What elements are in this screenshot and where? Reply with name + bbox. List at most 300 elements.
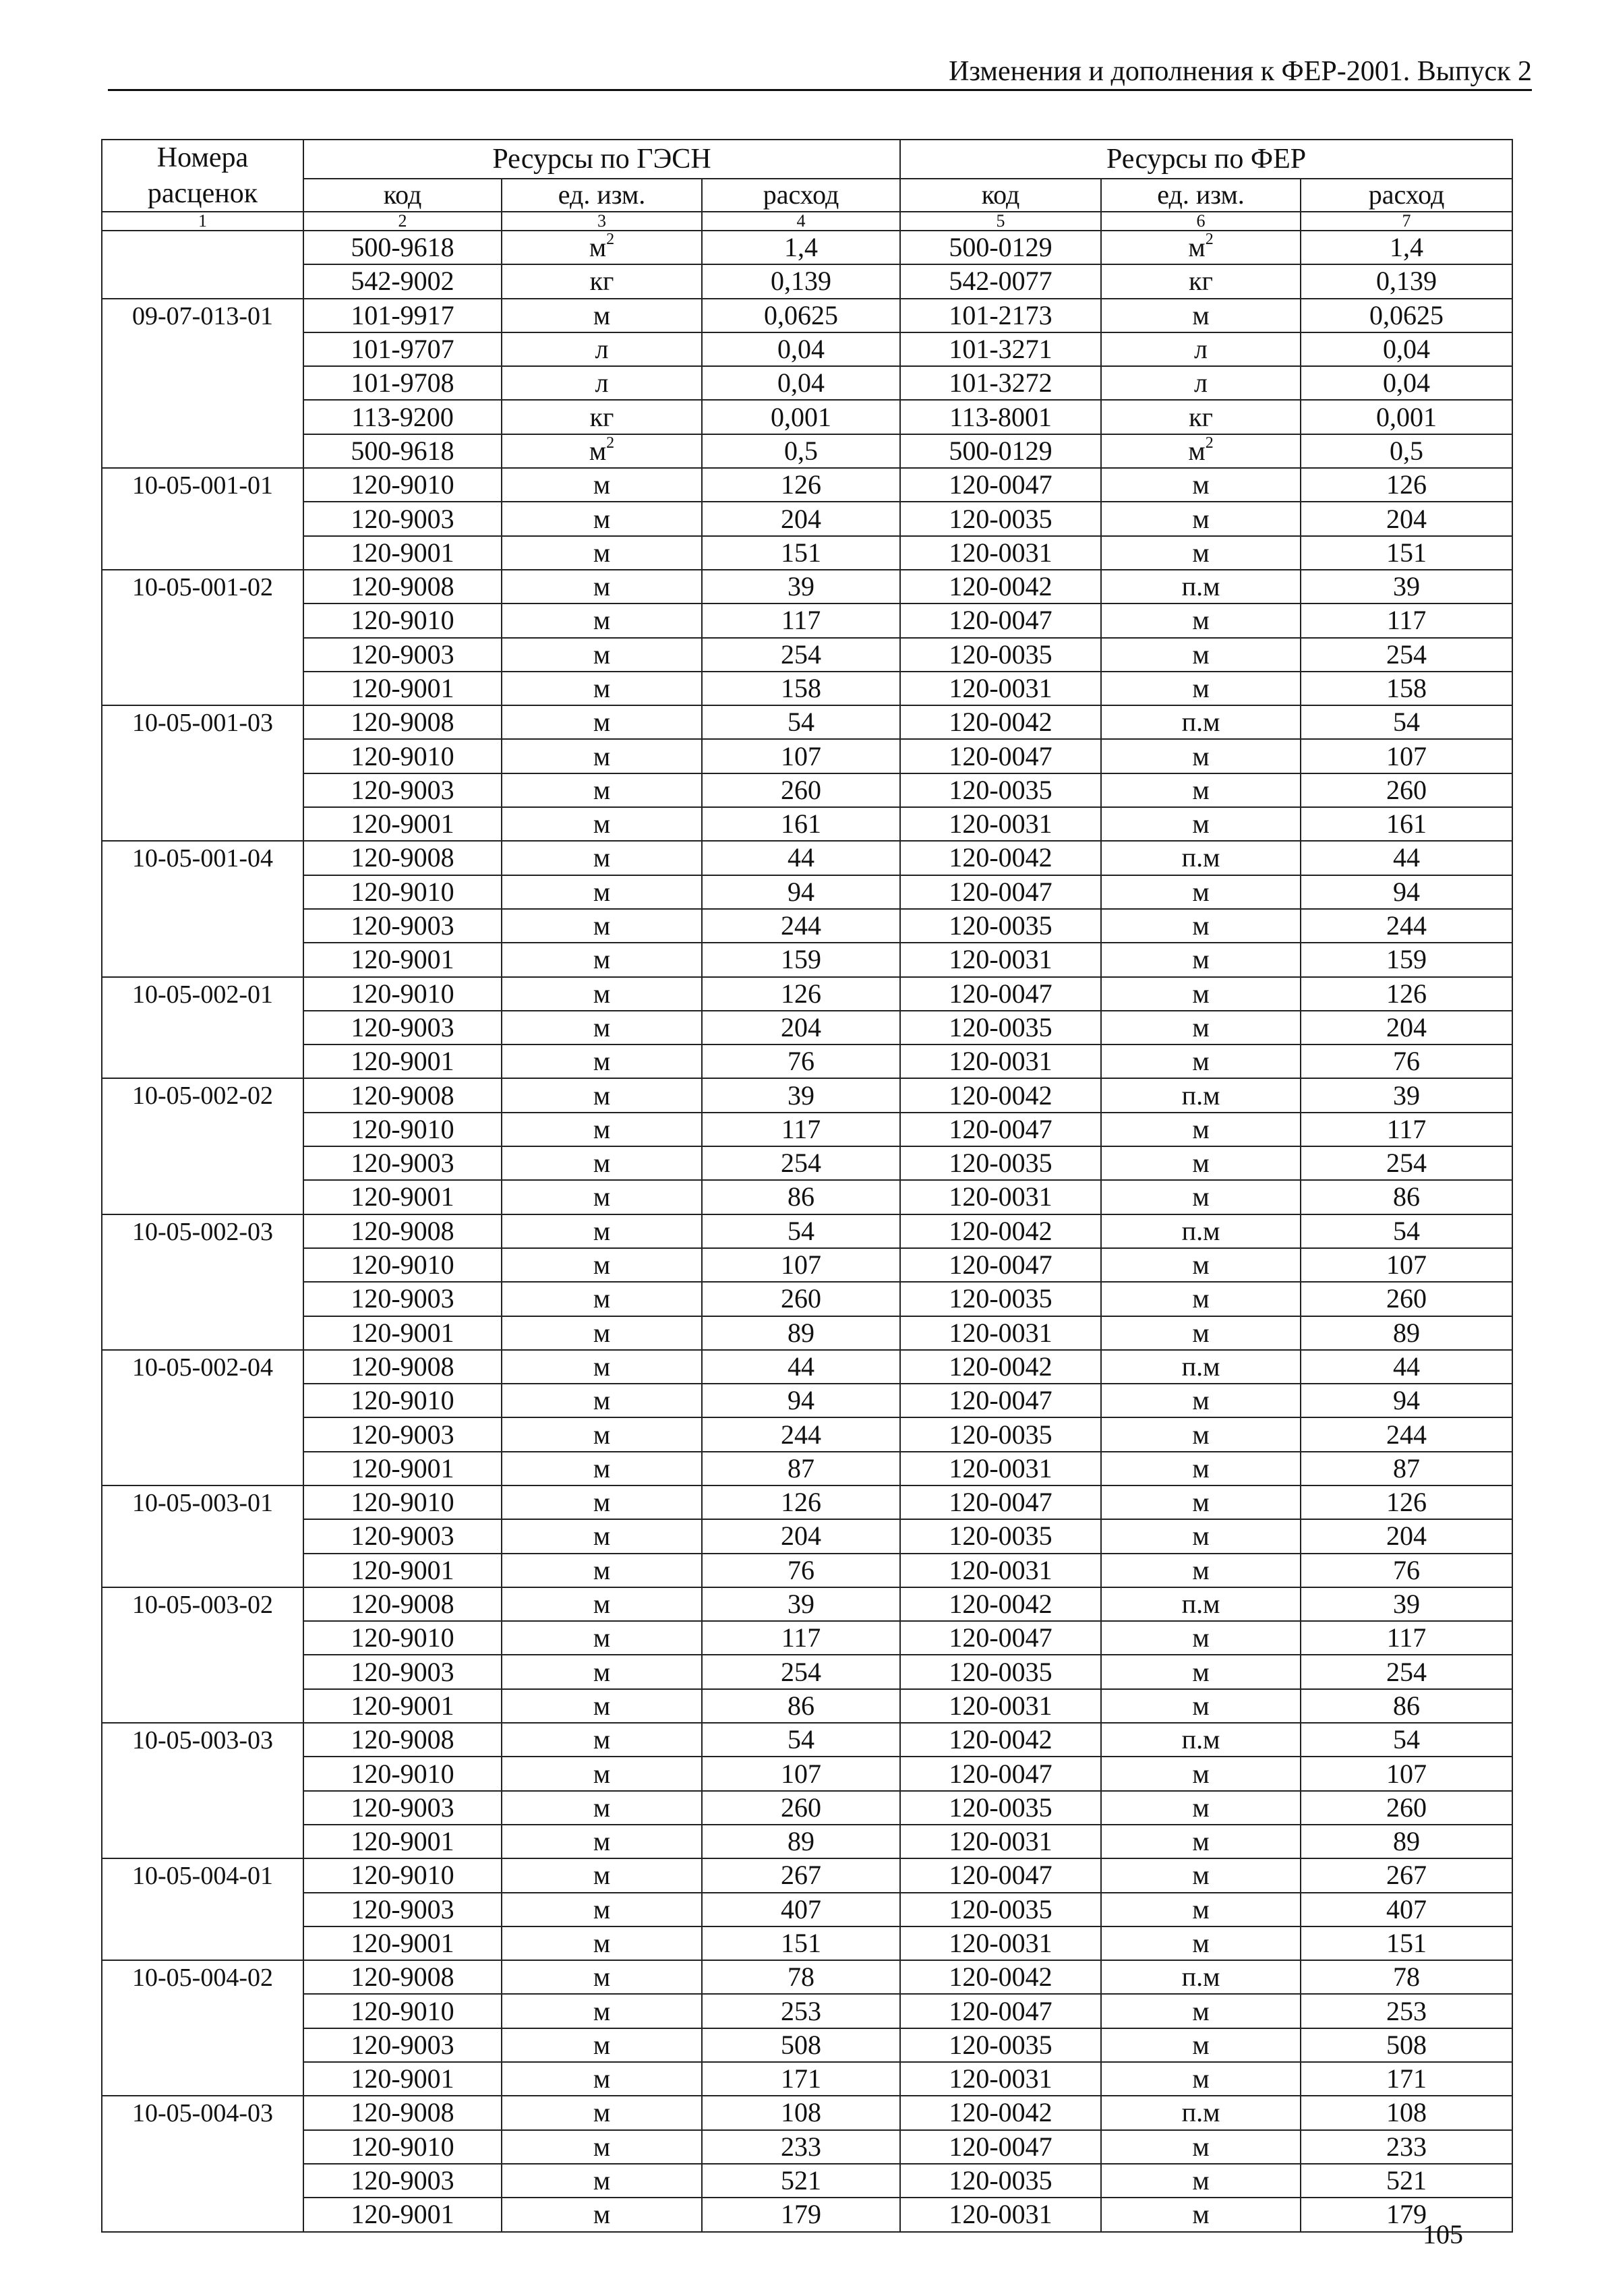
table-row bbox=[102, 1587, 1512, 1621]
gesn-consumption-cell: 89 bbox=[702, 1825, 900, 1858]
rate-code-cell: 10-05-004-03 bbox=[102, 2096, 303, 2231]
fer-consumption-cell: 204 bbox=[1301, 502, 1512, 535]
fer-unit-cell: м bbox=[1101, 739, 1301, 773]
header-gesn-code: код bbox=[303, 179, 502, 212]
gesn-unit-cell: м bbox=[502, 807, 702, 841]
table-row bbox=[102, 2028, 1512, 2062]
rate-code-cell: 10-05-002-01 bbox=[102, 977, 303, 1079]
gesn-unit-cell: м bbox=[502, 1621, 702, 1655]
header-fer-resources: Ресурсы по ФЕР bbox=[900, 140, 1512, 179]
table-row bbox=[102, 1926, 1512, 1960]
fer-unit-cell: м bbox=[1101, 1689, 1301, 1723]
rate-code-cell: 10-05-004-01 bbox=[102, 1858, 303, 1960]
table-row bbox=[102, 705, 1512, 739]
gesn-code-cell: 120-9003 bbox=[303, 638, 502, 672]
table-row bbox=[102, 2130, 1512, 2164]
gesn-consumption-cell: 521 bbox=[702, 2164, 900, 2198]
table-row bbox=[102, 536, 1512, 570]
gesn-unit-cell: м bbox=[502, 1825, 702, 1858]
gesn-code-cell: 500-9618 bbox=[303, 434, 502, 468]
gesn-consumption-cell: 0,5 bbox=[702, 434, 900, 468]
gesn-code-cell: 120-9010 bbox=[303, 1113, 502, 1146]
gesn-code-cell: 120-9010 bbox=[303, 1485, 502, 1519]
fer-code-cell: 120-0035 bbox=[900, 638, 1101, 672]
fer-unit-cell: м bbox=[1101, 536, 1301, 570]
gesn-consumption-cell: 204 bbox=[702, 1011, 900, 1044]
gesn-unit-cell: м bbox=[502, 1587, 702, 1621]
gesn-consumption-cell: 1,4 bbox=[702, 231, 900, 264]
gesn-consumption-cell: 78 bbox=[702, 1960, 900, 1994]
gesn-code-cell: 120-9001 bbox=[303, 1554, 502, 1587]
gesn-unit-cell: м bbox=[502, 1214, 702, 1248]
gesn-consumption-cell: 126 bbox=[702, 468, 900, 502]
fer-consumption-cell: 254 bbox=[1301, 1655, 1512, 1688]
header-fer-code: код bbox=[900, 179, 1101, 212]
fer-code-cell: 120-0047 bbox=[900, 1113, 1101, 1146]
gesn-unit-cell: м bbox=[502, 570, 702, 604]
gesn-code-cell: 120-9010 bbox=[303, 1384, 502, 1417]
fer-code-cell: 120-0035 bbox=[900, 1655, 1101, 1688]
fer-unit-cell: п.м bbox=[1101, 1078, 1301, 1112]
fer-unit-cell: $м^2$ bbox=[1101, 434, 1301, 468]
gesn-code-cell: 120-9001 bbox=[303, 1926, 502, 1960]
resources-table bbox=[101, 139, 1513, 2233]
fer-code-cell: 120-0035 bbox=[900, 502, 1101, 535]
fer-unit-cell: м bbox=[1101, 604, 1301, 637]
gesn-unit-cell: $м^2$ bbox=[502, 434, 702, 468]
column-number: 7 bbox=[1301, 212, 1512, 231]
fer-code-cell: 101-2173 bbox=[900, 299, 1101, 332]
column-number: 1 bbox=[102, 212, 303, 231]
fer-unit-cell: м bbox=[1101, 638, 1301, 672]
fer-code-cell: 120-0047 bbox=[900, 739, 1101, 773]
fer-consumption-cell: 39 bbox=[1301, 570, 1512, 604]
fer-consumption-cell: 44 bbox=[1301, 1350, 1512, 1384]
fer-unit-cell: м bbox=[1101, 1655, 1301, 1688]
gesn-code-cell: 101-9707 bbox=[303, 332, 502, 366]
fer-code-cell: 120-0047 bbox=[900, 1994, 1101, 2028]
gesn-consumption-cell: 39 bbox=[702, 1078, 900, 1112]
gesn-consumption-cell: 179 bbox=[702, 2198, 900, 2231]
page-number: 105 bbox=[1423, 2219, 1463, 2249]
gesn-code-cell: 120-9001 bbox=[303, 1825, 502, 1858]
gesn-consumption-cell: 107 bbox=[702, 739, 900, 773]
gesn-unit-cell: м bbox=[502, 672, 702, 705]
gesn-unit-cell: м bbox=[502, 909, 702, 943]
gesn-unit-cell: м bbox=[502, 1282, 702, 1316]
gesn-unit-cell: м bbox=[502, 1485, 702, 1519]
gesn-unit-cell: м bbox=[502, 299, 702, 332]
fer-consumption-cell: 171 bbox=[1301, 2062, 1512, 2096]
gesn-code-cell: 120-9010 bbox=[303, 739, 502, 773]
fer-code-cell: 120-0047 bbox=[900, 1757, 1101, 1790]
gesn-consumption-cell: 94 bbox=[702, 1384, 900, 1417]
gesn-code-cell: 120-9001 bbox=[303, 536, 502, 570]
table-row bbox=[102, 1621, 1512, 1655]
gesn-consumption-cell: 87 bbox=[702, 1452, 900, 1485]
fer-unit-cell: п.м bbox=[1101, 1960, 1301, 1994]
table-row bbox=[102, 773, 1512, 807]
fer-code-cell: 101-3272 bbox=[900, 366, 1101, 400]
gesn-consumption-cell: 126 bbox=[702, 1485, 900, 1519]
fer-unit-cell: м bbox=[1101, 1011, 1301, 1044]
gesn-consumption-cell: 107 bbox=[702, 1757, 900, 1790]
fer-code-cell: 120-0035 bbox=[900, 1893, 1101, 1926]
gesn-consumption-cell: 508 bbox=[702, 2028, 900, 2062]
fer-code-cell: 542-0077 bbox=[900, 264, 1101, 298]
gesn-consumption-cell: 0,04 bbox=[702, 332, 900, 366]
fer-consumption-cell: 117 bbox=[1301, 1113, 1512, 1146]
fer-consumption-cell: 0,04 bbox=[1301, 366, 1512, 400]
rate-code-cell: 10-05-001-03 bbox=[102, 705, 303, 841]
fer-consumption-cell: 151 bbox=[1301, 536, 1512, 570]
gesn-consumption-cell: 86 bbox=[702, 1180, 900, 1214]
fer-consumption-cell: 86 bbox=[1301, 1689, 1512, 1723]
fer-code-cell: 120-0035 bbox=[900, 1417, 1101, 1451]
gesn-consumption-cell: 54 bbox=[702, 705, 900, 739]
gesn-code-cell: 120-9008 bbox=[303, 1723, 502, 1757]
gesn-unit-cell: л bbox=[502, 366, 702, 400]
fer-code-cell: 120-0031 bbox=[900, 1689, 1101, 1723]
gesn-code-cell: 101-9708 bbox=[303, 366, 502, 400]
gesn-code-cell: 120-9010 bbox=[303, 977, 502, 1011]
gesn-code-cell: 500-9618 bbox=[303, 231, 502, 264]
gesn-code-cell: 120-9003 bbox=[303, 502, 502, 535]
gesn-code-cell: 120-9003 bbox=[303, 773, 502, 807]
fer-consumption-cell: 54 bbox=[1301, 1723, 1512, 1757]
fer-code-cell: 120-0035 bbox=[900, 2164, 1101, 2198]
fer-unit-cell: м bbox=[1101, 2062, 1301, 2096]
table-row bbox=[102, 1893, 1512, 1926]
fer-code-cell: 120-0031 bbox=[900, 1316, 1101, 1350]
table-row bbox=[102, 1044, 1512, 1078]
fer-consumption-cell: 158 bbox=[1301, 672, 1512, 705]
header-gesn-resources: Ресурсы по ГЭСН bbox=[303, 140, 900, 179]
column-number: 4 bbox=[702, 212, 900, 231]
header-fer-consumption: расход bbox=[1301, 179, 1512, 212]
fer-consumption-cell: 126 bbox=[1301, 977, 1512, 1011]
column-number: 3 bbox=[502, 212, 702, 231]
fer-unit-cell: м bbox=[1101, 875, 1301, 909]
gesn-unit-cell: м bbox=[502, 1858, 702, 1892]
fer-unit-cell: м bbox=[1101, 1248, 1301, 1282]
column-numbers-row bbox=[102, 212, 1512, 231]
gesn-consumption-cell: 267 bbox=[702, 1858, 900, 1892]
gesn-unit-cell: л bbox=[502, 332, 702, 366]
rate-code-cell: 09-07-013-01 bbox=[102, 299, 303, 468]
fer-code-cell: 120-0031 bbox=[900, 536, 1101, 570]
fer-consumption-cell: 267 bbox=[1301, 1858, 1512, 1892]
gesn-code-cell: 120-9001 bbox=[303, 1689, 502, 1723]
gesn-code-cell: 120-9008 bbox=[303, 2096, 502, 2129]
fer-unit-cell: м bbox=[1101, 1044, 1301, 1078]
table-row bbox=[102, 1791, 1512, 1825]
fer-consumption-cell: 87 bbox=[1301, 1452, 1512, 1485]
gesn-consumption-cell: 171 bbox=[702, 2062, 900, 2096]
fer-unit-cell: м bbox=[1101, 1452, 1301, 1485]
table-row bbox=[102, 264, 1512, 298]
gesn-unit-cell: м bbox=[502, 1350, 702, 1384]
fer-consumption-cell: 407 bbox=[1301, 1893, 1512, 1926]
gesn-consumption-cell: 0,0625 bbox=[702, 299, 900, 332]
fer-consumption-cell: 76 bbox=[1301, 1044, 1512, 1078]
fer-consumption-cell: 151 bbox=[1301, 1926, 1512, 1960]
gesn-code-cell: 120-9010 bbox=[303, 1858, 502, 1892]
fer-unit-cell: м bbox=[1101, 1180, 1301, 1214]
fer-consumption-cell: 179 bbox=[1301, 2198, 1512, 2231]
fer-unit-cell: м bbox=[1101, 909, 1301, 943]
gesn-consumption-cell: 254 bbox=[702, 1655, 900, 1688]
fer-unit-cell: м bbox=[1101, 1554, 1301, 1587]
gesn-code-cell: 120-9003 bbox=[303, 2028, 502, 2062]
gesn-consumption-cell: 151 bbox=[702, 536, 900, 570]
gesn-consumption-cell: 159 bbox=[702, 943, 900, 976]
gesn-unit-cell: м bbox=[502, 2028, 702, 2062]
fer-unit-cell: м bbox=[1101, 1316, 1301, 1350]
table-row bbox=[102, 231, 1512, 264]
gesn-code-cell: 120-9010 bbox=[303, 468, 502, 502]
fer-consumption-cell: 254 bbox=[1301, 1146, 1512, 1180]
fer-code-cell: 120-0042 bbox=[900, 2096, 1101, 2129]
table-row bbox=[102, 332, 1512, 366]
gesn-unit-cell: м bbox=[502, 739, 702, 773]
table-row bbox=[102, 2198, 1512, 2231]
gesn-unit-cell: м bbox=[502, 773, 702, 807]
gesn-consumption-cell: 254 bbox=[702, 638, 900, 672]
gesn-code-cell: 120-9010 bbox=[303, 875, 502, 909]
gesn-consumption-cell: 204 bbox=[702, 1519, 900, 1553]
fer-code-cell: 120-0031 bbox=[900, 2062, 1101, 2096]
fer-unit-cell: м bbox=[1101, 2130, 1301, 2164]
fer-code-cell: 120-0031 bbox=[900, 1180, 1101, 1214]
gesn-unit-cell: м bbox=[502, 1452, 702, 1485]
fer-code-cell: 113-8001 bbox=[900, 400, 1101, 434]
fer-consumption-cell: 54 bbox=[1301, 705, 1512, 739]
fer-unit-cell: м bbox=[1101, 2164, 1301, 2198]
gesn-unit-cell: м bbox=[502, 502, 702, 535]
gesn-code-cell: 120-9010 bbox=[303, 2130, 502, 2164]
fer-code-cell: 120-0047 bbox=[900, 2130, 1101, 2164]
fer-consumption-cell: 78 bbox=[1301, 1960, 1512, 1994]
fer-consumption-cell: 126 bbox=[1301, 468, 1512, 502]
gesn-consumption-cell: 244 bbox=[702, 1417, 900, 1451]
rate-code-cell: 10-05-002-03 bbox=[102, 1214, 303, 1350]
fer-unit-cell: м bbox=[1101, 1893, 1301, 1926]
gesn-code-cell: 120-9003 bbox=[303, 1655, 502, 1688]
fer-code-cell: 120-0042 bbox=[900, 1078, 1101, 1112]
table-row bbox=[102, 1316, 1512, 1350]
fer-code-cell: 101-3271 bbox=[900, 332, 1101, 366]
fer-consumption-cell: 89 bbox=[1301, 1825, 1512, 1858]
gesn-consumption-cell: 117 bbox=[702, 1113, 900, 1146]
gesn-code-cell: 120-9010 bbox=[303, 1248, 502, 1282]
gesn-consumption-cell: 151 bbox=[702, 1926, 900, 1960]
page-header-title: Изменения и дополнения к ФЕР-2001. Выпуск 2 bbox=[949, 56, 1532, 87]
gesn-consumption-cell: 117 bbox=[702, 1621, 900, 1655]
gesn-code-cell: 120-9001 bbox=[303, 1180, 502, 1214]
gesn-consumption-cell: 44 bbox=[702, 841, 900, 875]
gesn-code-cell: 542-9002 bbox=[303, 264, 502, 298]
gesn-unit-cell: м bbox=[502, 1113, 702, 1146]
fer-consumption-cell: 0,5 bbox=[1301, 434, 1512, 468]
fer-unit-cell: м bbox=[1101, 502, 1301, 535]
fer-unit-cell: м bbox=[1101, 299, 1301, 332]
fer-consumption-cell: 117 bbox=[1301, 1621, 1512, 1655]
gesn-unit-cell: м bbox=[502, 1146, 702, 1180]
fer-consumption-cell: 39 bbox=[1301, 1078, 1512, 1112]
gesn-unit-cell: м bbox=[502, 2096, 702, 2129]
gesn-unit-cell: м bbox=[502, 705, 702, 739]
fer-consumption-cell: 54 bbox=[1301, 1214, 1512, 1248]
fer-consumption-cell: 108 bbox=[1301, 2096, 1512, 2129]
table-row bbox=[102, 1723, 1512, 1757]
fer-consumption-cell: 0,0625 bbox=[1301, 299, 1512, 332]
gesn-code-cell: 120-9008 bbox=[303, 705, 502, 739]
fer-consumption-cell: 253 bbox=[1301, 1994, 1512, 2028]
fer-consumption-cell: 233 bbox=[1301, 2130, 1512, 2164]
gesn-unit-cell: $м^2$ bbox=[502, 231, 702, 264]
gesn-consumption-cell: 260 bbox=[702, 773, 900, 807]
table-row bbox=[102, 672, 1512, 705]
gesn-unit-cell: м bbox=[502, 1384, 702, 1417]
rate-code-cell bbox=[102, 231, 303, 299]
fer-consumption-cell: 0,139 bbox=[1301, 264, 1512, 298]
gesn-unit-cell: м bbox=[502, 1791, 702, 1825]
fer-unit-cell: м bbox=[1101, 672, 1301, 705]
column-number: 2 bbox=[303, 212, 502, 231]
fer-consumption-cell: 260 bbox=[1301, 773, 1512, 807]
fer-consumption-cell: 107 bbox=[1301, 739, 1512, 773]
gesn-code-cell: 120-9001 bbox=[303, 943, 502, 976]
gesn-unit-cell: м bbox=[502, 1655, 702, 1688]
gesn-code-cell: 120-9008 bbox=[303, 1960, 502, 1994]
gesn-consumption-cell: 260 bbox=[702, 1282, 900, 1316]
gesn-code-cell: 120-9008 bbox=[303, 1078, 502, 1112]
table-row bbox=[102, 977, 1512, 1011]
gesn-code-cell: 120-9001 bbox=[303, 1044, 502, 1078]
fer-unit-cell: м bbox=[1101, 1282, 1301, 1316]
gesn-code-cell: 101-9917 bbox=[303, 299, 502, 332]
gesn-consumption-cell: 39 bbox=[702, 1587, 900, 1621]
gesn-code-cell: 120-9003 bbox=[303, 1146, 502, 1180]
gesn-consumption-cell: 107 bbox=[702, 1248, 900, 1282]
gesn-unit-cell: м bbox=[502, 2198, 702, 2231]
fer-consumption-cell: 244 bbox=[1301, 909, 1512, 943]
gesn-unit-cell: м bbox=[502, 1893, 702, 1926]
column-number: 6 bbox=[1101, 212, 1301, 231]
gesn-consumption-cell: 76 bbox=[702, 1554, 900, 1587]
fer-consumption-cell: 508 bbox=[1301, 2028, 1512, 2062]
rate-code-cell: 10-05-003-01 bbox=[102, 1485, 303, 1587]
table-row bbox=[102, 1960, 1512, 1994]
gesn-unit-cell: м bbox=[502, 977, 702, 1011]
fer-consumption-cell: 117 bbox=[1301, 604, 1512, 637]
gesn-unit-cell: м bbox=[502, 1960, 702, 1994]
fer-code-cell: 120-0035 bbox=[900, 1282, 1101, 1316]
fer-unit-cell: п.м bbox=[1101, 2096, 1301, 2129]
gesn-code-cell: 120-9003 bbox=[303, 1791, 502, 1825]
table-row bbox=[102, 638, 1512, 672]
gesn-code-cell: 120-9008 bbox=[303, 570, 502, 604]
fer-code-cell: 120-0031 bbox=[900, 807, 1101, 841]
fer-consumption-cell: 94 bbox=[1301, 1384, 1512, 1417]
gesn-consumption-cell: 0,001 bbox=[702, 400, 900, 434]
table-row bbox=[102, 366, 1512, 400]
fer-code-cell: 120-0031 bbox=[900, 1554, 1101, 1587]
fer-unit-cell: п.м bbox=[1101, 1214, 1301, 1248]
fer-code-cell: 120-0042 bbox=[900, 1723, 1101, 1757]
table-body bbox=[102, 231, 1512, 2232]
fer-consumption-cell: 521 bbox=[1301, 2164, 1512, 2198]
page-header bbox=[108, 56, 1532, 91]
gesn-consumption-cell: 76 bbox=[702, 1044, 900, 1078]
table-row bbox=[102, 1554, 1512, 1587]
fer-consumption-cell: 107 bbox=[1301, 1248, 1512, 1282]
fer-code-cell: 120-0031 bbox=[900, 1452, 1101, 1485]
gesn-code-cell: 120-9008 bbox=[303, 841, 502, 875]
table-row bbox=[102, 943, 1512, 976]
table-row bbox=[102, 1146, 1512, 1180]
gesn-unit-cell: кг bbox=[502, 400, 702, 434]
fer-consumption-cell: 94 bbox=[1301, 875, 1512, 909]
gesn-unit-cell: м bbox=[502, 2164, 702, 2198]
fer-unit-cell: м bbox=[1101, 977, 1301, 1011]
fer-code-cell: 120-0042 bbox=[900, 1960, 1101, 1994]
gesn-consumption-cell: 44 bbox=[702, 1350, 900, 1384]
fer-unit-cell: п.м bbox=[1101, 841, 1301, 875]
fer-consumption-cell: 76 bbox=[1301, 1554, 1512, 1587]
gesn-unit-cell: м bbox=[502, 841, 702, 875]
gesn-code-cell: 120-9003 bbox=[303, 1011, 502, 1044]
rate-code-cell: 10-05-003-02 bbox=[102, 1587, 303, 1723]
gesn-code-cell: 120-9008 bbox=[303, 1587, 502, 1621]
table-row bbox=[102, 1858, 1512, 1892]
fer-unit-cell: м bbox=[1101, 1994, 1301, 2028]
fer-unit-cell: п.м bbox=[1101, 570, 1301, 604]
fer-unit-cell: м bbox=[1101, 1621, 1301, 1655]
fer-consumption-cell: 161 bbox=[1301, 807, 1512, 841]
fer-unit-cell: м bbox=[1101, 807, 1301, 841]
header-gesn-consumption: расход bbox=[702, 179, 900, 212]
fer-code-cell: 120-0047 bbox=[900, 1384, 1101, 1417]
gesn-code-cell: 120-9010 bbox=[303, 1994, 502, 2028]
rate-code-cell: 10-05-002-04 bbox=[102, 1350, 303, 1485]
gesn-consumption-cell: 117 bbox=[702, 604, 900, 637]
gesn-consumption-cell: 39 bbox=[702, 570, 900, 604]
gesn-unit-cell: м bbox=[502, 1011, 702, 1044]
fer-unit-cell: м bbox=[1101, 773, 1301, 807]
fer-unit-cell: кг bbox=[1101, 264, 1301, 298]
table-row bbox=[102, 739, 1512, 773]
gesn-unit-cell: м bbox=[502, 1078, 702, 1112]
gesn-code-cell: 120-9003 bbox=[303, 2164, 502, 2198]
gesn-code-cell: 120-9008 bbox=[303, 1214, 502, 1248]
fer-consumption-cell: 44 bbox=[1301, 841, 1512, 875]
rate-code-cell: 10-05-001-02 bbox=[102, 570, 303, 705]
fer-unit-cell: м bbox=[1101, 1825, 1301, 1858]
fer-unit-cell: м bbox=[1101, 1858, 1301, 1892]
gesn-unit-cell: м bbox=[502, 2062, 702, 2096]
gesn-consumption-cell: 158 bbox=[702, 672, 900, 705]
table-row bbox=[102, 1180, 1512, 1214]
gesn-unit-cell: м bbox=[502, 2130, 702, 2164]
gesn-consumption-cell: 94 bbox=[702, 875, 900, 909]
fer-unit-cell: м bbox=[1101, 1146, 1301, 1180]
gesn-consumption-cell: 260 bbox=[702, 1791, 900, 1825]
table-row bbox=[102, 1825, 1512, 1858]
gesn-unit-cell: м bbox=[502, 638, 702, 672]
gesn-code-cell: 120-9001 bbox=[303, 1452, 502, 1485]
